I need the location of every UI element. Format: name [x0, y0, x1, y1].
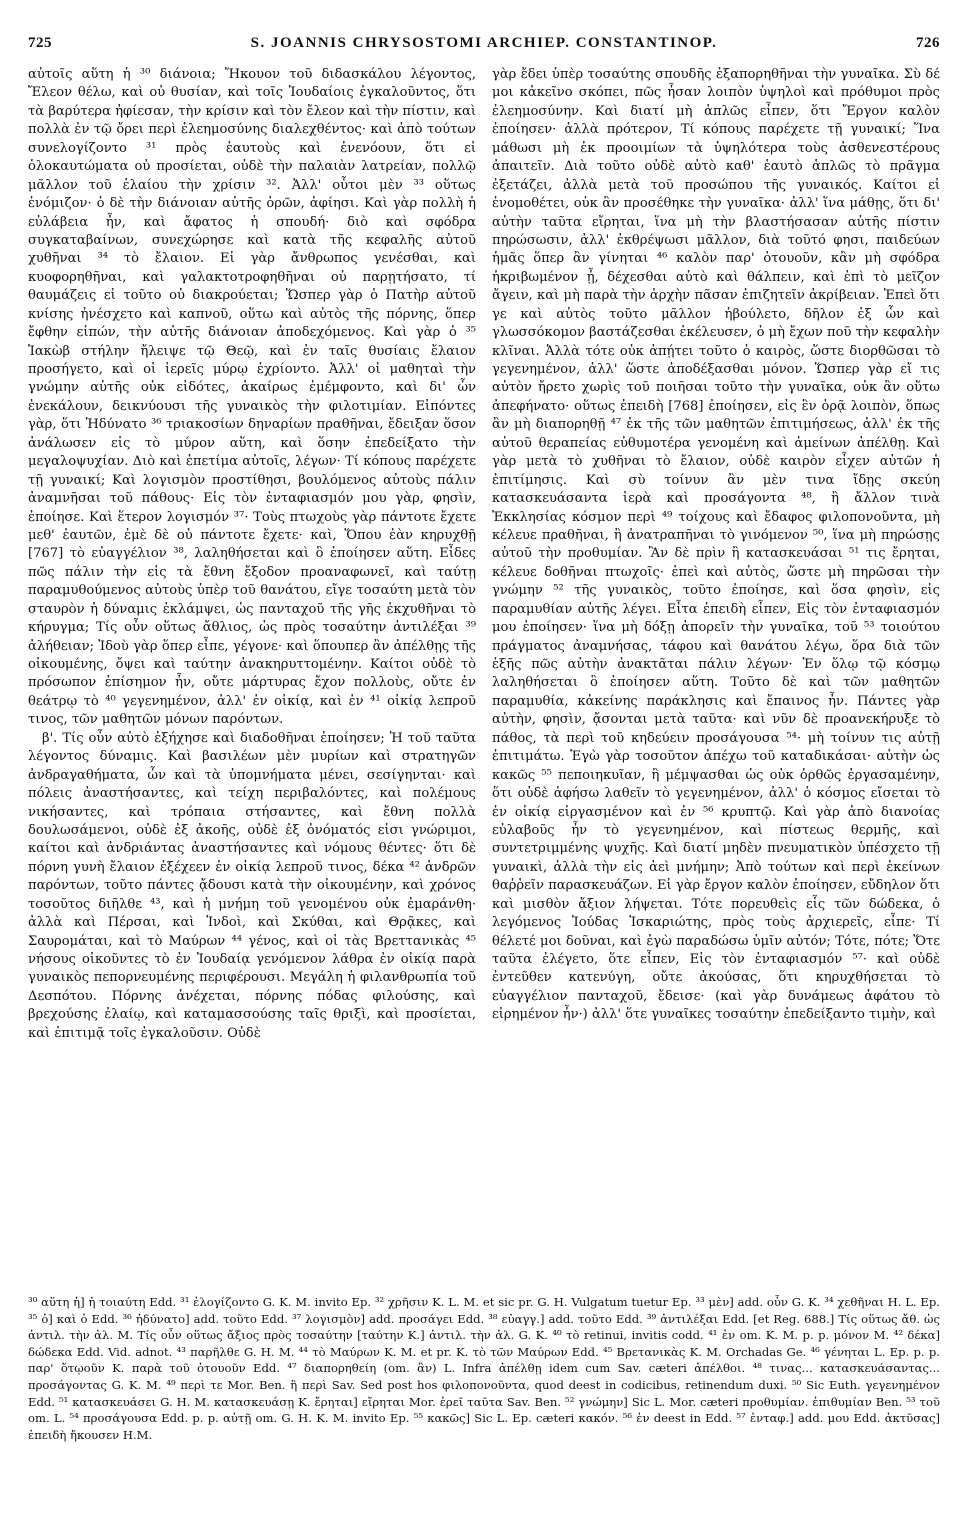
running-title: S. JOANNIS CHRYSOSTOMI ARCHIEP. CONSTANTINOP. — [250, 34, 718, 51]
text-columns — [28, 66, 940, 1288]
left-column — [28, 66, 476, 1288]
right-page-number: 726 — [916, 34, 940, 51]
footnotes — [28, 1294, 940, 1518]
right-paragraph-1: γὰρ ἔδει ὑπὲρ τοσαύτης σπουδῆς ἐξαπορηθῆναι τὴν γυναῖκα. Σὺ δέ μοι κἀκεῖνο σκόπει, πῶς ἦσαν λοιπὸν ὑψηλοὶ καὶ πρόθυμοι πρὸς ἐλεημοσύνην. Καὶ διατί μὴ ἁπλῶς εἶπεν, ὅτι Ἔργον καλὸν ἐποίησεν· ἀλλὰ πρότερον, Τί κόπους παρέχετε τῇ γυναικί; Ἵνα μάθωσι μὴ ἐκ προοιμίων τὰ ὑψηλότερα τοὺς ἀσθενεστέρους ἀπαιτεῖν. Διὰ τοῦτο οὐδὲ αὐτὸ καθ' ἑαυτὸ ἁπλῶς τὸ πρᾶγμα ἐξετάζει, ἀλλὰ μετὰ τοῦ προσώπου τῆς γυναικός. Καίτοι εἰ ἐνομοθέτει, οὐκ ἂν προσέθηκε τὴν γυναῖκα· ἀλλ' ἵνα μάθῃς, ὅτι δι' αὐτὴν ταῦτα εἴρηται, ἵνα μὴ τὴν βλαστήσασαν αὐτῆς πίστιν πηρώσωσιν, ἀλλ' ἐκθρέψωσι μᾶλλον, διὰ τοῦτό φησι, παιδεύων ἡμᾶς ὅπερ ἂν γίνηται ⁴⁶ καλὸν παρ' ὁτουοῦν, κἂν μὴ σφόδρα ἠκριβωμένον ᾖ, δέχεσθαι αὐτὸ καὶ θάλπειν, καὶ ἐπὶ τὸ μεῖζον ἄγειν, καὶ μὴ παρὰ τὴν ἀρχὴν πᾶσαν ἐπιζητεῖν ἀκρίβειαν. Ἐπεὶ ὅτι γε καὶ αὐτὸς τοῦτο μᾶλλον ἠβούλετο, δῆλον ἐξ ὧν καὶ γλωσσόκομον βαστάζεσθαι ἐκέλευσεν, ὁ μὴ ἔχων ποῦ τὴν κεφαλὴν κλῖναι. Ἀλλὰ τότε οὐκ ἀπῄτει τοῦτο ὁ καιρὸς, ὥστε διορθῶσαι τὸ γεγενημένον, ἀλλ' ὥστε ἀποδέξασθαι μόνον. Ὥσπερ γὰρ εἴ τις αὐτὸν ἤρετο χωρὶς τοῦ ποιῆσαι τοῦτο τὴν γυναῖκα, οὐκ ἂν οὕτω ἀπεφήνατο· οὕτως ἐπειδὴ [768] ἐποίησεν, εἰς ἓν ὁρᾷ λοιπὸν, ὅπως ἂν μὴ διαπορηθῇ ⁴⁷ ἐκ τῆς τῶν μαθητῶν ἐπιτιμήσεως, ἀλλ' ἐκ τῆς αὐτοῦ θεραπείας εὐθυμοτέρα γενομένη καὶ ἀμείνων ἀπέλθῃ. Καὶ γὰρ μετὰ τὸ χυθῆναι τὸ ἔλαιον, οὐδὲ καιρὸν εἶχεν αὐτῶν ἡ ἐπιτίμησις. Καὶ σὺ τοίνυν ἂν μὲν τινα ἴδῃς σκεύη κατασκευάσαντα ἱερὰ καὶ προσάγοντα ⁴⁸, ἢ ἄλλον τινὰ Ἐκκλησίας κόσμον περὶ ⁴⁹ τοίχους καὶ ἔδαφος φιλοπονοῦντα, μὴ κέλευε πραθῆναι, ἢ ἀνατραπῆναι τὸ γινόμενον ⁵⁰, ἵνα μὴ πηρώσῃς αὐτοῦ τὴν προθυμίαν. Ἂν δὲ πρὶν ἢ κατασκευάσαι ⁵¹ τις ἔρηται, κέλευε δοθῆναι πτωχοῖς· ἐπεὶ καὶ αὐτὸς, ὥστε μὴ πηρῶσαι τὴν γνώμην ⁵² τῆς γυναικὸς, τοῦτο ἐποίησε, καὶ ὅσα φησὶν, εἰς παραμυθίαν αὐτῆς λέγει. Εἶτα ἐπειδὴ εἶπεν, Εἰς τὸν ἐνταφιασμόν μου ἐποίησεν· ἵνα μὴ δόξῃ ἀπορεῖν τὴν γυναῖκα, τοῦ ⁵³ τοιούτου πράγματος ἀναμνήσας, τάφου καὶ θανάτου λέγω, ὅρα διὰ τῶν ἑξῆς πῶς αὐτὴν ἀνακτᾶται πάλιν λέγων· Ἐν ὅλῳ τῷ κόσμῳ λαληθήσεται ὃ ἐποίησεν αὕτη. Τοῦτο δὲ καὶ τῶν μαθητῶν παραμυθία, κἀκείνης παράκλησις καὶ ἔπαινος ἦν. Πάντες γὰρ αὐτὴν, φησὶν, ᾄσονται μετὰ ταῦτα· καὶ νῦν δὲ προανεκήρυξε τὸ πάθος, τὰ περὶ τοῦ κηδεύειν προσάγουσα ⁵⁴· μὴ τοίνυν τις αὐτῇ ἐπιτιμάτω. Ἐγὼ γὰρ τοσοῦτον ἀπέχω τοῦ καταδικάσαι· αὐτὴν ὡς κακῶς ⁵⁵ πεποιηκυῖαν, ἢ μέμψασθαι ὡς οὐκ ὀρθῶς ἐργασαμένην, ὅτι οὐδὲ ἀφήσω λαθεῖν τὸ γεγενημένον, ἀλλ' ὁ κόσμος εἴσεται τὸ ἐν οἰκίᾳ εἰργασμένον καὶ ἐν ⁵⁶ κρυπτῷ. Καὶ γὰρ ἀπὸ διανοίας εὐλαβοῦς ἦν τὸ γεγενημένον, καὶ πίστεως θερμῆς, καὶ συντετριμμένης ψυχῆς. Καὶ διατί μηδὲν πνευματικὸν ὑπέσχετο τῇ γυναικὶ, ἀλλὰ τὴν εἰς ἀεὶ μνήμην; Ἀπὸ τούτων καὶ περὶ ἐκείνων θαῤῥεῖν παρασκευάζων. Εἰ γὰρ ἔργον καλὸν ἐποίησεν, εὔδηλον ὅτι καὶ μισθὸν ἄξιον λήψεται. Τότε πορευθεὶς εἷς τῶν δώδεκα, ὁ λεγόμενος Ἰούδας Ἰσκαριώτης, πρὸς τοὺς ἀρχιερεῖς, εἶπε· Τί θέλετέ μοι δοῦναι, καὶ ἐγὼ παραδώσω ὑμῖν αὐτόν; Τότε, πότε; Ὅτε ταῦτα ἐλέγετο, ὅτε εἶπεν, Εἰς τὸν ἐνταφιασμόν ⁵⁷· καὶ οὐδὲ ἐντεῦθεν κατενύγη, οὔτε ἀκούσας, ὅτι κηρυχθήσεται τὸ εὐαγγέλιον πανταχοῦ, ἔδεισε· (καὶ γὰρ δυνάμεως ἀφάτου τὸ εἰρημένον ἦν·) ἀλλ' ὅτε γυναῖκες τοσαύτην ἐπεδείξαντο τιμὴν, καὶ — [492, 67, 940, 1023]
left-paragraph-2: β'. Τίς οὖν αὐτὸ ἐξήχησε καὶ διαδοθῆναι ἐποίησεν; Ἡ τοῦ ταῦτα λέγοντος δύναμις. Καὶ βασιλέων μὲν μυρίων καὶ στρατηγῶν ἀνδραγαθήματα, ὧν καὶ τὰ ὑπομνήματα μένει, σεσίγηνται· καὶ πόλεις ἀναστήσαντες, καὶ τείχη περιβαλόντες, καὶ πολέμους νικήσαντες, καὶ τρόπαια στήσαντες, καὶ ἔθνη πολλὰ δουλωσάμενοι, οὐδὲ ἐξ ἀκοῆς, οὐδὲ ἐξ ὀνόματός εἰσι γνώριμοι, καίτοι καὶ ἀνδριάντας ἀναστήσαντες καὶ νόμους θέντες· ὅτι δὲ πόρνη γυνὴ ἔλαιον ἐξέχεεν ἐν οἰκίᾳ λεπροῦ τινος, δέκα ⁴² ἀνδρῶν παρόντων, τοῦτο πάντες ᾄδουσι κατὰ τὴν οἰκουμένην, καὶ χρόνος τοσοῦτος διῆλθε ⁴³, καὶ ἡ μνήμη τοῦ γενομένου οὐκ ἐμαράνθη· ἀλλὰ καὶ Πέρσαι, καὶ Ἰνδοὶ, καὶ Σκύθαι, καὶ Θρᾷκες, καὶ Σαυρομάται, καὶ τὸ Μαύρων ⁴⁴ γένος, καὶ οἱ τὰς Βρεττανικὰς ⁴⁵ νήσους οἰκοῦντες τὸ ἐν Ἰουδαίᾳ γενόμενον λάθρα ἐν οἰκίᾳ παρὰ γυναικὸς πεπορνευμένης περιφέρουσι. Μεγάλη ἡ φιλανθρωπία τοῦ Δεσπότου. Πόρνης ἀνέχεται, πόρνης πόδας φιλούσης, καὶ βρεχούσης ἐλαίῳ, καὶ καταμασσούσης ταῖς θριξὶ, καὶ προσίεται, καὶ ἐπιτιμᾷ τοῖς ἐγκαλοῦσιν. Οὐδὲ — [28, 730, 476, 1041]
footnotes-text: ³⁰ αὕτη ἡ] ἡ τοιαύτη Edd. ³¹ ἐλογίζοντο G. K. M. invito Ep. ³² χρῆσιν K. L. M. et sic pr. G. H. Vulgatum tuetur Ep. ³³ μὲν] add. οὖν G. K. ³⁴ χεθῆναι H. L. Ep. ³⁵ ὁ] καὶ ὁ Edd. ³⁶ ἠδύνατο] add. τοῦτο Edd. ³⁷ λογισμὸν] add. προσάγει Edd. ³⁸ εὐαγγ.] add. τοῦτο Edd. ³⁹ ἀντιλέξαι Edd. [et Reg. 688.] Τίς οὕτως ἄθ. ὡς ἀντιλ. τὴν ἀλ. M. Τίς οὖν οὕτως ἄξιος πρὸς τοσαύτην [ταύτην K.] ἀντιλ. τὴν ἀλ. G. K. ⁴⁰ τὸ retinui, invitis codd. ⁴¹ ἐν om. K. M. p. p. μόνον M. ⁴² δέκα] δώδεκα Edd. Vid. adnot. ⁴³ παρῆλθε G. H. M. ⁴⁴ τὸ Μαύρων K. M. et pr. K. τὸ τῶν Μαύρων Edd. ⁴⁵ Βρετανικὰς K. M. Orchadas Ge. ⁴⁶ γένηται L. Ep. p. p. παρ' ὅτῳοῦν K. παρὰ τοῦ ὁτουοῦν Edd. ⁴⁷ διαπορηθείη (om. ἂν) L. Infra ἀπέλθῃ idem cum Sav. cæteri ἀπέλθοι. ⁴⁸ τινας... κατασκευάσαντας... προσάγοντας G. K. M. ⁴⁹ περὶ τε Mor. Ben. ἢ περὶ Sav. Sed post hos φιλοπονοῦντα, quod deest in codicibus, retinendum duxi. ⁵⁰ Sic Euth. γεγενημένον Edd. ⁵¹ κατασκευάσει G. H. M. κατασκευάσῃ K. ἔρηται] εἴρηται Mor. ἐρεῖ ταῦτα Sav. Ben. ⁵² γνώμην] Sic L. Mor. cæteri προθυμίαν. ἐπιθυμίαν Ben. ⁵³ τοῦ om. L. ⁵⁴ προσάγουσα Edd. p. p. αὐτῇ om. G. H. K. M. invito Ep. ⁵⁵ κακῶς] Sic L. Ep. cæteri κακόν. ⁵⁶ ἐν deest in Edd. ⁵⁷ ἐνταφ.] add. μου Edd. ἀκτῦσας] ἐπειδὴ ἤκουσεν H.M. — [28, 1295, 940, 1442]
left-page-number: 725 — [28, 34, 52, 51]
running-head — [28, 28, 940, 58]
left-paragraph-1: αὐτοῖς αὕτη ἡ ³⁰ διάνοια; Ἤκουον τοῦ διδασκάλου λέγοντος, Ἔλεον θέλω, καὶ οὐ θυσίαν, καὶ τοῖς Ἰουδαίοις ἐγκαλοῦντος, ὅτι τὰ βαρύτερα ἠφίεσαν, τὴν κρίσιν καὶ τὸν ἔλεον καὶ τὴν πίστιν, καὶ πολλὰ ἐν τῷ ὄρει περὶ ἐλεημοσύνης διαλεχθέντος· καὶ ἀπὸ τούτων συνελογίζοντο ³¹ πρὸς ἑαυτοὺς καὶ ἐνενόουν, ὅτι εἰ ὁλοκαυτώματα οὐ προσίεται, οὐδὲ τὴν παλαιὰν λατρείαν, πολλῷ μᾶλλον τοῦ ἐλαίου τὴν χρίσιν ³². Ἀλλ' οὗτοι μὲν ³³ οὕτως ἐνόμιζον· ὁ δὲ τὴν διάνοιαν αὐτῆς ὁρῶν, ἀφίησι. Καὶ γὰρ πολλὴ ἡ εὐλάβεια ἦν, καὶ ἄφατος ἡ σπουδή· διὸ καὶ σφόδρα συγκαταβαίνων, συνεχώρησε καὶ κατὰ τῆς κεφαλῆς αὐτοῦ χυθῆναι ³⁴ τὸ ἔλαιον. Εἰ γὰρ ἄνθρωπος γενέσθαι, καὶ κυοφορηθῆναι, καὶ γαλακτοτροφηθῆναι οὐ παρῃτήσατο, τί θαυμάζεις εἰ τοῦτο οὐ διακρούεται; Ὥσπερ γὰρ ὁ Πατὴρ αὐτοῦ κνίσης ἠνέσχετο καὶ καπνοῦ, οὕτω καὶ αὐτὸς τῆς πόρνης, ὅπερ ἔφθην εἰπών, τὴν αὐτῆς διάνοιαν ἀποδεχόμενος. Καὶ γὰρ ὁ ³⁵ Ἰακὼβ στήλην ἤλειψε τῷ Θεῷ, καὶ ἐν ταῖς θυσίαις ἔλαιον προσήγετο, καὶ οἱ ἱερεῖς μύρῳ ἐχρίοντο. Ἀλλ' οἱ μαθηταὶ τὴν γνώμην αὐτῆς οὐκ εἰδότες, ἀκαίρως ἐμέμφοντο, καὶ δι' ὧν ἐνεκάλουν, δεικνύουσι τῆς γυναικὸς τὴν φιλοτιμίαν. Εἰπόντες γὰρ, ὅτι Ἠδύνατο ³⁶ τριακοσίων δηναρίων πραθῆναι, ἔδειξαν ὅσον ἀνάλωσεν εἰς τὸ μύρον αὕτη, καὶ ὅσην ἐπεδείξατο τὴν μεγαλοψυχίαν. Διὸ καὶ ἐπετίμα αὐτοῖς, λέγων· Τί κόπους παρέχετε τῇ γυναικί; Καὶ λογισμὸν προστίθησι, βουλόμενος αὐτοὺς πάλιν ἀναμνῆσαι τοῦ πάθους· Εἰς τὸν ἐνταφιασμόν μου γὰρ, φησὶν, ἐποίησε. Καὶ ἕτερον λογισμόν ³⁷· Τοὺς πτωχοὺς γὰρ πάντοτε ἔχετε μεθ' ἑαυτῶν, ἐμὲ δὲ οὐ πάντοτε ἔχετε· καὶ, Ὅπου ἐὰν κηρυχθῇ [767] τὸ εὐαγγέλιον ³⁸, λαληθήσεται καὶ ὃ ἐποίησεν αὕτη. Εἶδες πῶς πάλιν τὴν εἰς τὰ ἔθνη ἔξοδον προαναφωνεῖ, καὶ ταύτῃ παραμυθούμενος αὐτοὺς ὑπὲρ τοῦ θανάτου, εἴγε τοσαύτη μετὰ τὸν σταυρὸν ἡ δύναμις ἐκλάμψει, ὡς πανταχοῦ τῆς γῆς ἐκχυθῆναι τὸ κήρυγμα; Τίς οὖν οὕτως ἄθλιος, ὡς πρὸς τοσαύτην ἀντιλέξαι ³⁹ ἀλήθειαν; Ἰδοὺ γὰρ ὅπερ εἶπε, γέγονε· καὶ ὅπουπερ ἂν ἀπέλθῃς τῆς οἰκουμένης, ὄψει καὶ ταύτην ἀνακηρυττομένην. Καίτοι οὐδὲ τὸ πρόσωπον ἐπίσημον ἦν, οὔτε μάρτυρας ἔχον πολλοὺς, οὔτε ἐν θεάτρῳ τὸ ⁴⁰ γεγενημένον, ἀλλ' ἐν οἰκίᾳ, καὶ ἐν ⁴¹ οἰκίᾳ λεπροῦ τινος, τῶν μαθητῶν μόνων παρόντων. — [28, 67, 476, 728]
right-column — [492, 66, 940, 1288]
page — [28, 28, 940, 1518]
